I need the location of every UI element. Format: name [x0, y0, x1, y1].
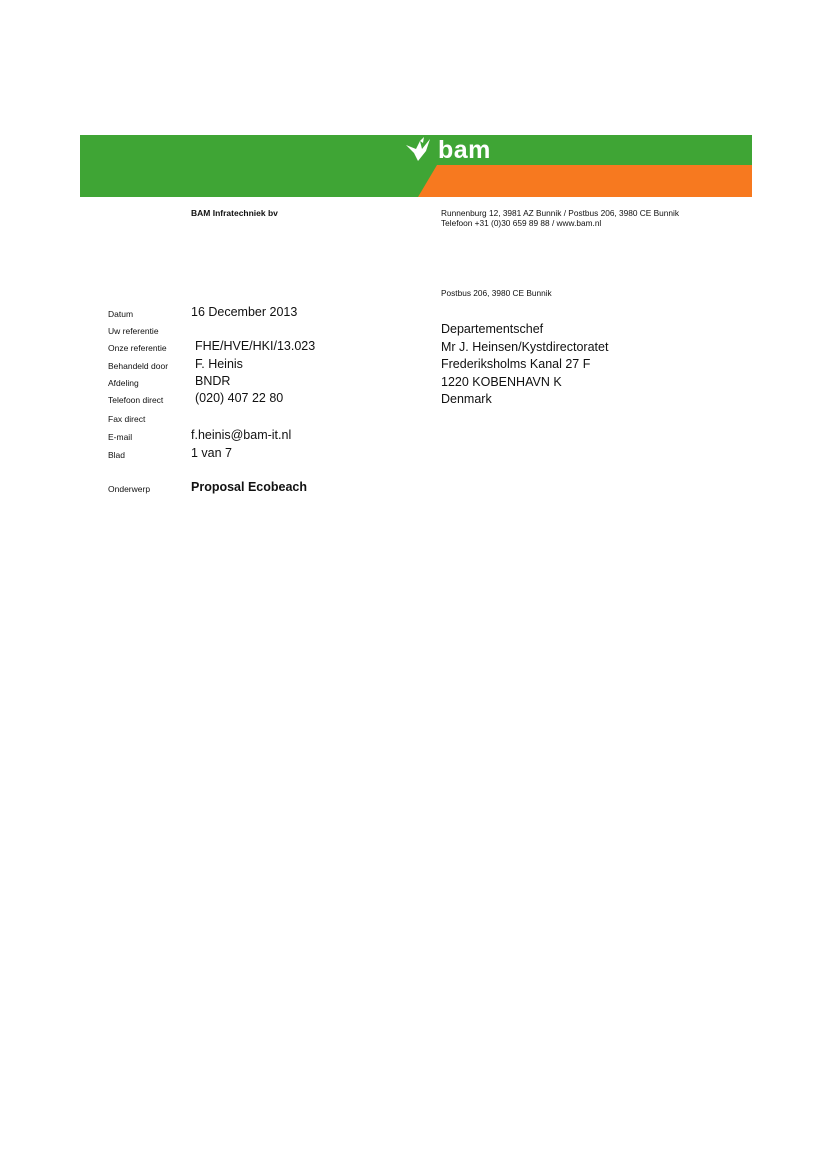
bam-bird-icon — [404, 137, 434, 163]
meta-label: Uw referentie — [108, 326, 159, 336]
recipient-line: Frederiksholms Kanal 27 F — [441, 357, 591, 372]
meta-label: Blad — [108, 450, 126, 460]
recipient-line: Denmark — [441, 392, 492, 407]
meta-value: 1 van 7 — [191, 446, 233, 460]
sender-contact-line: Telefoon +31 (0)30 659 89 88 / www.bam.nl — [441, 218, 602, 228]
meta-value: (020) 407 22 80 — [195, 391, 284, 405]
meta-value: 16 December 2013 — [191, 305, 298, 319]
recipient-line: Mr J. Heinsen/Kystdirectoratet — [441, 339, 609, 354]
recipient-address — [441, 321, 608, 409]
meta-label: Datum — [108, 309, 134, 319]
meta-label: Behandeld door — [108, 361, 169, 371]
sender-address-line: Runnenburg 12, 3981 AZ Bunnik / Postbus 206, 3980 CE Bunnik — [441, 208, 680, 218]
meta-label: Afdeling — [108, 378, 139, 388]
subject: Proposal Ecobeach — [191, 480, 308, 494]
meta-label: Onderwerp — [108, 484, 151, 494]
meta-label: E-mail — [108, 432, 133, 442]
meta-value: F. Heinis — [195, 357, 243, 371]
meta-value: f.heinis@bam-it.nl — [191, 428, 292, 442]
logo-text: bam — [438, 135, 491, 164]
recipient-line: Departementschef — [441, 322, 544, 336]
return-address: Postbus 206, 3980 CE Bunnik — [441, 288, 552, 298]
bam-logo — [404, 136, 491, 164]
meta-label: Onze referentie — [108, 343, 167, 353]
meta-value: BNDR — [195, 374, 231, 388]
meta-label: Telefoon direct — [108, 395, 164, 405]
company-name: BAM Infratechniek bv — [191, 208, 278, 218]
recipient-line: 1220 KOBENHAVN K — [441, 374, 562, 389]
meta-value: FHE/HVE/HKI/13.023 — [195, 339, 316, 353]
sender-address — [441, 208, 679, 228]
meta-label: Fax direct — [108, 414, 146, 424]
